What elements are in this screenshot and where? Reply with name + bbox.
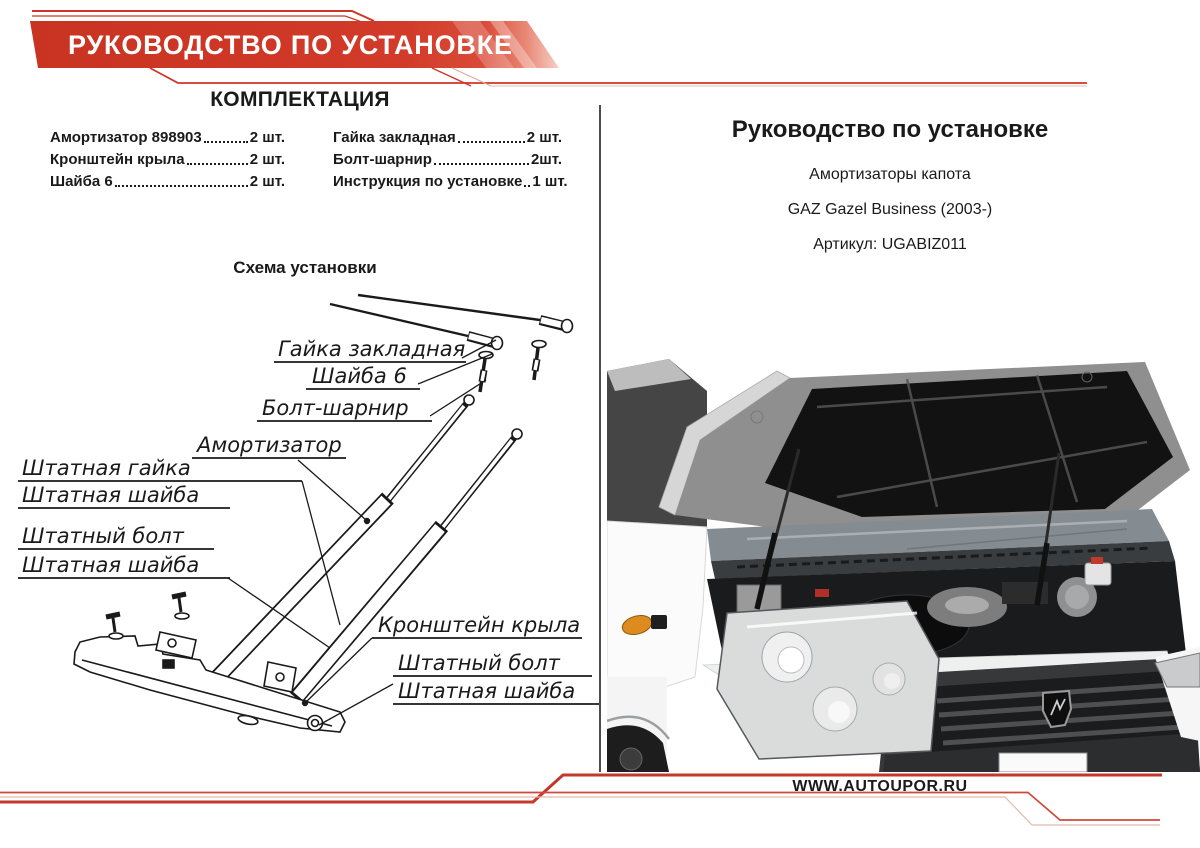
- bolt-washer: [175, 613, 189, 619]
- part-row: [50, 168, 285, 190]
- clevis-nut: [163, 660, 174, 668]
- signal-repeater: [651, 615, 667, 629]
- bolt-head: [312, 720, 319, 727]
- stud-nut-fill: [535, 360, 537, 370]
- parts-column-left: [50, 124, 285, 190]
- part-row: [333, 124, 562, 146]
- part-row: [333, 146, 562, 168]
- dot-leader: [524, 185, 530, 187]
- header-banner: [0, 0, 1200, 100]
- intake-highlight: [945, 596, 989, 614]
- strut-ball: [512, 429, 522, 439]
- column-divider: [599, 105, 601, 772]
- scheme-title: Схема установки: [233, 258, 377, 277]
- diagram-label-shtatnaya-gayka: Штатная гайка: [22, 456, 191, 480]
- part-name: Шайба 6: [50, 173, 113, 190]
- package-title: КОМПЛЕКТАЦИЯ: [210, 88, 390, 111]
- part-qty: 2 шт.: [249, 129, 285, 146]
- info-subtitle: Амортизаторы капота: [809, 166, 971, 183]
- clevis-bracket: [264, 662, 296, 692]
- footer-website: WWW.AUTOUPOR.RU: [792, 778, 968, 795]
- bolt-washer: [109, 633, 123, 639]
- dot-leader: [115, 185, 248, 187]
- bolt-shaft: [113, 618, 115, 632]
- bolt-shaft: [179, 598, 181, 612]
- brake-booster-cap: [1065, 585, 1089, 609]
- dot-leader: [434, 163, 529, 165]
- headlight-left: [717, 601, 939, 759]
- diagram-label-gayka-zakladnaya: Гайка закладная: [278, 337, 466, 361]
- fitting-cap: [492, 337, 503, 350]
- dot-leader: [458, 141, 525, 143]
- part-qty: 2 шт.: [526, 129, 562, 146]
- diagram-label-shtatnaya-shayba-2: Штатная шайба: [22, 553, 200, 577]
- info-sku: Артикул: UGABIZ011: [813, 236, 967, 253]
- hood-insulation: [765, 371, 1173, 517]
- diagram-label-amortizator: Амортизатор: [197, 433, 342, 457]
- diagram-label-shayba-6: Шайба 6: [312, 364, 407, 388]
- parts-column-right: [333, 124, 568, 190]
- part-qty: 2шт.: [530, 151, 562, 168]
- part-name: Болт-шарнир: [333, 151, 432, 168]
- diagram-label-shtatny-bolt-2: Штатный болт: [398, 651, 560, 675]
- stud-nut-fill: [482, 371, 484, 381]
- part-name: Гайка закладная: [333, 129, 456, 146]
- part-name: Амортизатор 898903: [50, 129, 202, 146]
- fitting-cap: [562, 320, 573, 333]
- header-accent-bottom: [150, 68, 1087, 83]
- dot-leader: [204, 141, 248, 143]
- parts-list: [50, 124, 568, 190]
- diagram-label-kronshteyn-kryla: Кронштейн крыла: [378, 613, 581, 637]
- headlight-lens: [884, 673, 900, 689]
- bolt-head: [172, 594, 186, 597]
- banner-title: РУКОВОДСТВО ПО УСТАНОВКЕ: [68, 30, 513, 60]
- fender-left: [607, 521, 707, 693]
- strut-cylinder-fill: [215, 500, 386, 680]
- headlight-lens: [828, 701, 850, 723]
- diagram-label-shtatnaya-shayba: Штатная шайба: [22, 483, 200, 507]
- part-qty: 1 шт.: [532, 173, 568, 190]
- install-scheme-diagram: [0, 280, 600, 760]
- gaz-badge: [1043, 691, 1071, 727]
- bolt-head: [106, 614, 120, 617]
- part-name: Кронштейн крыла: [50, 151, 185, 168]
- diagram-label-shtatny-bolt: Штатный болт: [22, 524, 184, 548]
- leader-dot: [365, 519, 370, 524]
- info-title: Руководство по установке: [731, 116, 1049, 143]
- part-row: [50, 124, 285, 146]
- part-name: Инструкция по установке: [333, 173, 523, 190]
- info-vehicle: GAZ Gazel Business (2003-): [787, 201, 993, 218]
- part-row: [50, 146, 285, 168]
- part-row: [333, 168, 568, 190]
- diagram-label-bolt-sharnir: Болт-шарнир: [262, 396, 409, 420]
- rod-line: [330, 304, 468, 336]
- car-photo-illustration: [607, 357, 1200, 772]
- leader-dot: [303, 701, 308, 706]
- footer: [0, 760, 1200, 848]
- reservoir: [1085, 563, 1111, 585]
- reservoir-cap: [1091, 557, 1103, 564]
- strut-rod-fill: [443, 440, 512, 527]
- headlight-lens: [778, 647, 804, 673]
- dot-leader: [187, 163, 248, 165]
- strut-ball: [464, 395, 474, 405]
- diagram-label-shtatnaya-shayba-3: Штатная шайба: [398, 679, 576, 703]
- footer-line-thick: [0, 775, 1162, 802]
- washer: [532, 341, 546, 348]
- part-qty: 2 шт.: [249, 173, 285, 190]
- engine-tag: [815, 589, 829, 597]
- part-qty: 2 шт.: [249, 151, 285, 168]
